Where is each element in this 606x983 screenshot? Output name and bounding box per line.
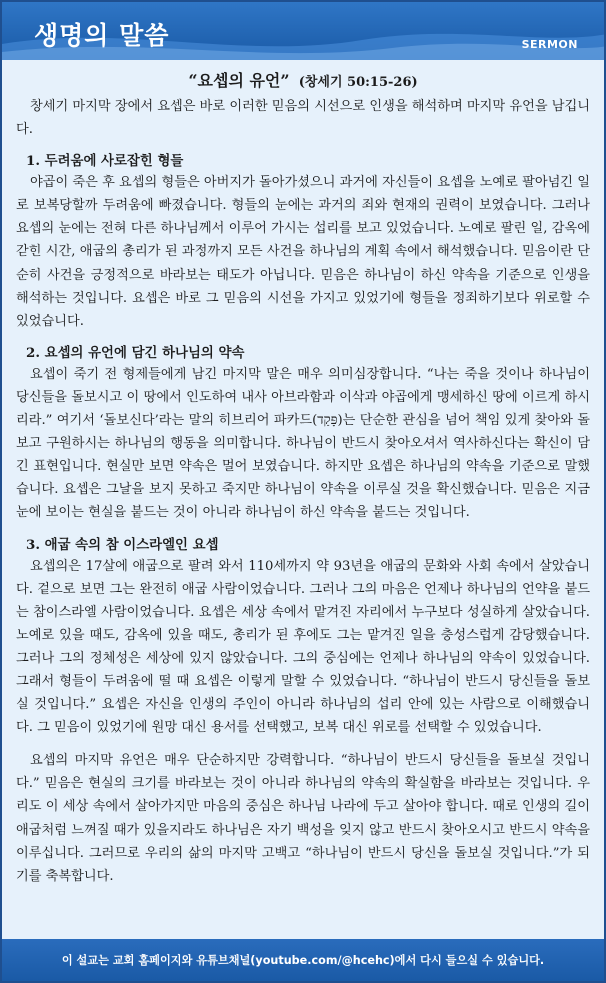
footer-notice: 이 설교는 교회 홈페이지와 유튜브채널(youtube.com/@hcehc)에서 다시 들으실 수 있습니다. xyxy=(61,954,545,967)
header-title: 생명의 말씀 xyxy=(34,21,170,50)
sermon-content xyxy=(2,60,604,888)
sermon-title: “요셉의 유언” xyxy=(188,71,290,90)
section-heading-2: 2. 요셉의 유언에 담긴 하나님의 약속 xyxy=(26,344,245,361)
intro-paragraph: 창세기 마지막 장에서 요셉은 바로 이러한 믿음의 시선으로 인생을 해석하며 마지막 유언을 남깁니다. xyxy=(16,99,590,138)
header-sermon-label: SERMON xyxy=(521,38,578,51)
section-body-3: 요셉의은 17살에 애굽으로 팔려 와서 110세까지 약 93년을 애굽의 문화와 사회 속에서 살았습니다. 겉으로 보면 그는 완전히 애굽 사람이었습니다. 그러나 그의 마음은 언제나 하나님의 언약을 붙드는 참이스라엘 사람이었습니다. 요셉은 세상 속에서 맡겨진 자리에서 누구보다 성실하게 살았습니다. 노예로 있을 때도, 감옥에 있을 때도, 총리가 된 후에도 그는 맡겨진 일을 충성스럽게 감당했습니다. 그러나 그의 정체성은 세상에 있지 않았습니다. 그의 중심에는 언제나 하나님의 약속이 있었습니다. 그래서 형들이 두려움에 떨 때 요셉은 이렇게 말할 수 있었습니다. “하나님이 반드시 당신들을 돌보실 것입니다.” 요셉은 자신을 인생의 주인이 아니라 하나님의 섭리 안에 있는 사람으로 이해했습니다. 그 믿음이 있었기에 원망 대신 용서를 선택했고, 보복 대신 위로를 선택할 수 있었습니다. xyxy=(16,558,590,736)
sermon-reference: (창세기 50:15-26) xyxy=(298,75,418,90)
header-banner xyxy=(2,2,604,60)
section-heading-3: 3. 애굽 속의 참 이스라엘인 요셉 xyxy=(26,536,219,553)
footer-banner xyxy=(2,939,604,981)
section-heading-1: 1. 두려움에 사로잡힌 형들 xyxy=(26,153,184,170)
closing-paragraph: 요셉의 마지막 유언은 매우 단순하지만 강력합니다. “하나님이 반드시 당신들을 돌보실 것입니다.” 믿음은 현실의 크기를 바라보는 것이 아니라 하나님의 약속의 확실함을 바라보는 것입니다. 우리도 이 세상 속에서 살아가지만 마음의 중심은 하나님 나라에 두고 살아야 합니다. 때로 인생의 길이 애굽처럼 느껴질 때가 있을지라도 하나님은 자기 백성을 잊지 않고 반드시 찾아오시고 반드시 약속을 이루십니다. 그러므로 우리의 삶의 마지막 고백고 “하나님이 반드시 당신을 돌보실 것입니다.”가 되기를 축복합니다. xyxy=(16,753,590,884)
sermon-title-line xyxy=(16,68,590,91)
section-body-2: 요셉이 죽기 전 형제들에게 남긴 마지막 말은 매우 의미심장합니다. “나는 죽을 것이나 하나님이 당신들을 돌보시고 이 땅에서 인도하여 내사 아브라함과 이삭과 야곱에게 맹세하신 땅에 이르게 하시리라.” 여기서 ‘돌보신다’라는 말의 히브리어 파카드(פָּקַד)는 단순한 관심을 넘어 책임 있게 찾아와 돌보고 구원하시는 하나님의 행동을 의미합니다. 하나님이 반드시 찾아오셔서 역사하신다는 확신이 담긴 표현입니다. 현실만 보면 약속은 멀어 보였습니다. 하지만 요셉은 하나님의 약속을 기준으로 말했습니다. 요셉은 그날을 보지 못하고 죽지만 하나님이 약속을 이루실 것을 확신했습니다. 믿음은 지금 눈에 보이는 현실을 붙드는 것이 아니라 하나님이 하신 약속을 붙드는 것입니다. xyxy=(16,366,590,521)
section-body-1: 야곱이 죽은 후 요셉의 형들은 아버지가 돌아가셨으니 과거에 자신들이 요셉을 노예로 팔아넘긴 일로 보복당할까 두려움에 빠졌습니다. 형들의 눈에는 과거의 죄와 현재의 권력이 보였습니다. 그러나 요셉의 눈에는 전혀 다른 하나님께서 이루어 가시는 섭리를 보고 있었습니다. 노예로 팔린 일, 감옥에 갇힌 시간, 애굽의 총리가 된 과정까지 모든 사건을 하나님의 계획 속에서 해석했습니다. 믿음이란 단순히 사건을 긍정적으로 바라보는 태도가 아닙니다. 믿음은 하나님이 하신 약속을 기준으로 인생을 해석하는 것입니다. 요셉은 바로 그 믿음의 시선을 가지고 있었기에 형들을 정죄하기보다 위로할 수 있었습니다. xyxy=(16,175,590,329)
